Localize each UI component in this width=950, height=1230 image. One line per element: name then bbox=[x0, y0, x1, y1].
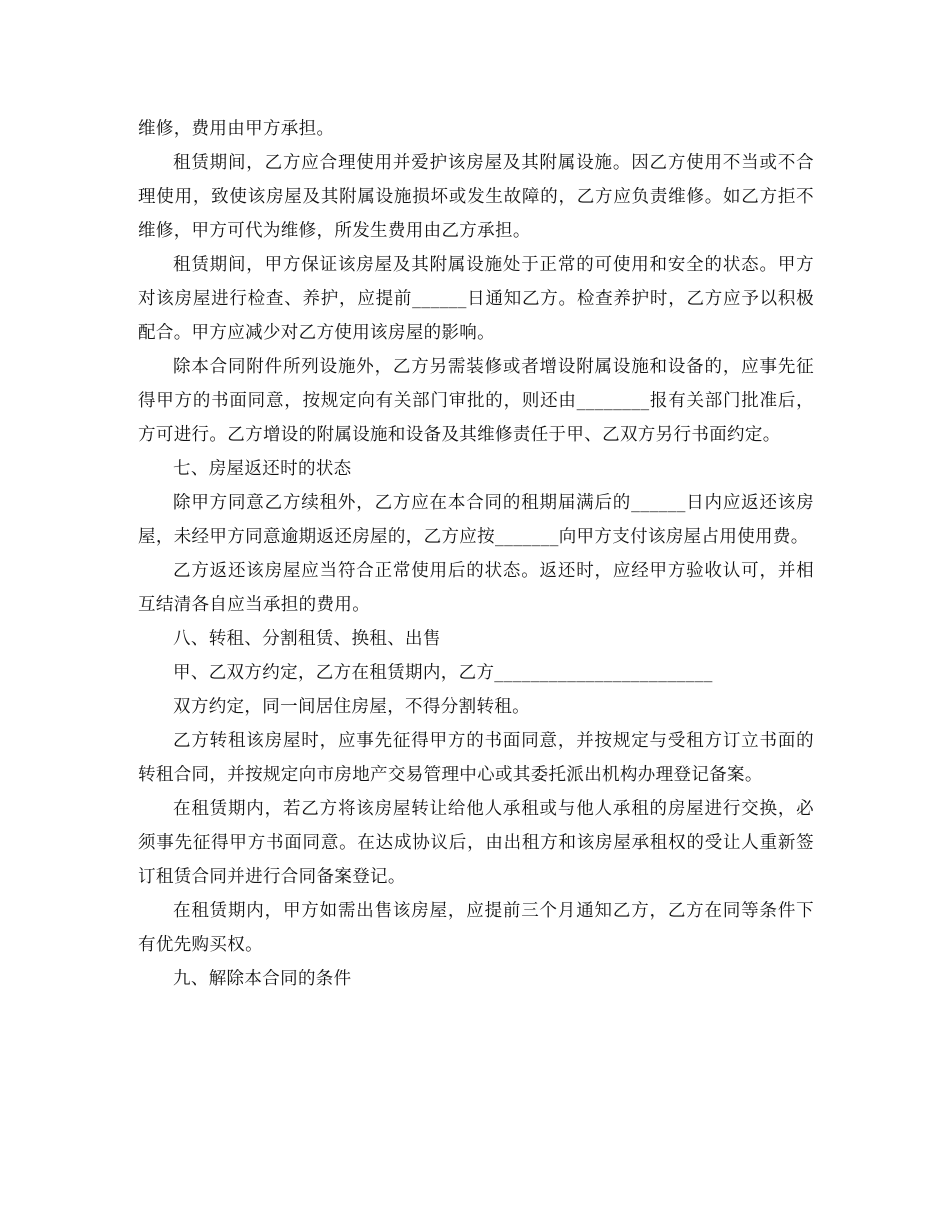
paragraph-transfer: 在租赁期内，若乙方将该房屋转让给他人承租或与他人承租的房屋进行交换，必须事先征得甲方书面同意。在达成协议后，由出租方和该房屋承租权的受让人重新签订租赁合同并进行合同备案登记。 bbox=[138, 799, 814, 887]
paragraph-return-condition: 乙方返还该房屋应当符合正常使用后的状态。返还时，应经甲方验收认可，并相互结清各自应当承担的费用。 bbox=[138, 561, 814, 615]
document-body bbox=[138, 112, 814, 996]
paragraph-no-split: 双方约定，同一间居住房屋，不得分割转租。 bbox=[173, 697, 530, 717]
paragraph-tenant-maintenance: 租赁期间，乙方应合理使用并爱护该房屋及其附属设施。因乙方使用不当或不合理使用，致使该房屋及其附属设施损坏或发生故障的，乙方应负责维修。如乙方拒不维修，甲方可代为维修，所发生费用由乙方承担。 bbox=[138, 153, 814, 241]
paragraph-continued: 维修，费用由甲方承担。 bbox=[138, 119, 335, 139]
paragraph-landlord-guarantee: 租赁期间，甲方保证该房屋及其附属设施处于正常的可使用和安全的状态。甲方对该房屋进行检查、养护，应提前______日通知乙方。检查养护时，乙方应予以积极配合。甲方应减少对乙方使用该房屋的影响。 bbox=[138, 255, 814, 343]
section-heading-7: 七、房屋返还时的状态 bbox=[173, 459, 352, 479]
paragraph-sale-priority: 在租赁期内，甲方如需出售该房屋，应提前三个月通知乙方，乙方在同等条件下有优先购买权。 bbox=[138, 901, 814, 955]
paragraph-sublease-agreement: 甲、乙双方约定，乙方在租赁期内，乙方________________________ bbox=[173, 663, 713, 683]
paragraph-sublease-consent: 乙方转租该房屋时，应事先征得甲方的书面同意，并按规定与受租方订立书面的转租合同，并按规定向市房地产交易管理中心或其委托派出机构办理登记备案。 bbox=[138, 731, 814, 785]
section-heading-9: 九、解除本合同的条件 bbox=[173, 969, 352, 989]
section-heading-8: 八、转租、分割租赁、换租、出售 bbox=[173, 629, 441, 649]
paragraph-renovation: 除本合同附件所列设施外，乙方另需装修或者增设附属设施和设备的，应事先征得甲方的书面同意，按规定向有关部门审批的，则还由________报有关部门批准后，方可进行。乙方增设的附属设施和设备及其维修责任于甲、乙双方另行书面约定。 bbox=[138, 357, 814, 445]
paragraph-return-deadline: 除甲方同意乙方续租外，乙方应在本合同的租期届满后的______日内应返还该房屋，未经甲方同意逾期返还房屋的，乙方应按_______向甲方支付该房屋占用使用费。 bbox=[138, 493, 814, 547]
